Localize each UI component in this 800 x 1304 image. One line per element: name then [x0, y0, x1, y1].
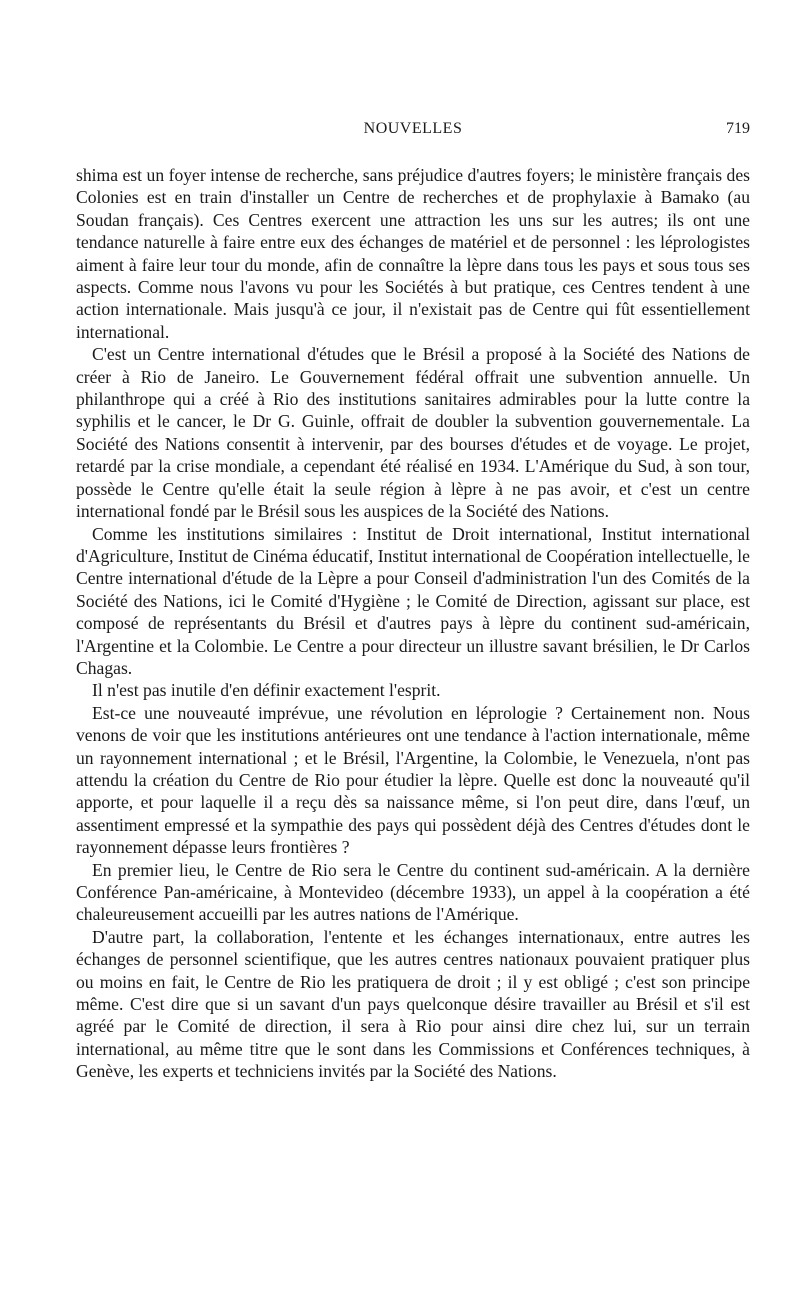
paragraph: Il n'est pas inutile d'en définir exactement l'esprit.: [92, 680, 441, 701]
paragraph: En premier lieu, le Centre de Rio sera le Centre du continent sud-américain. A la dernière Conférence Pan-américaine, à Montevideo (décembre 1933), un appel à la coopération a été chaleureusement accueilli par les autres nations de l'Amérique.: [76, 859, 750, 925]
running-head: [76, 120, 750, 142]
paragraph-continued: shima est un foyer intense de recherche, sans préjudice d'autres foyers; le ministère français des Colonies est en train d'installer un Centre de recherches et de prophylaxie à Bamako (au Soudan français). Ces Centres exercent une attraction les uns sur les autres; ils ont une tendance naturelle à faire entre eux des échanges de matériel et de personnel : les léprologistes aiment à faire leur tour du monde, afin de connaître la lèpre dans tous les pays et sous tous ses aspects. Comme nous l'avons vu pour les Sociétés à but pratique, ces Centres tendent à une action internationale. Mais jusqu'à ce jour, il n'existait pas de Centre qui fût essentiellement international.: [76, 165, 750, 342]
page-number: 719: [726, 120, 750, 137]
paragraph: Comme les institutions similaires : Institut de Droit international, Institut international d'Agriculture, Institut de Cinéma éducatif, Institut international de Coopération intellectuelle, le Centre international d'étude de la Lèpre a pour Conseil d'administration l'un des Comités de la Société des Nations, ici le Comité d'Hygiène ; le Comité de Direction, agissant sur place, est composé de représentants du Brésil et d'autres pays à lèpre du continent sud-américain, l'Argentine et la Colombie. Le Centre a pour directeur un illustre savant brésilien, le Dr Carlos Chagas.: [76, 523, 750, 678]
body-text: [76, 164, 750, 1083]
running-title: NOUVELLES: [363, 120, 463, 137]
paragraph: Est-ce une nouveauté imprévue, une révolution en léprologie ? Certainement non. Nous venons de voir que les institutions antérieures ont une tendance à l'action internationale, même un rayonnement international ; et le Brésil, l'Argentine, la Colombie, le Venezuela, n'ont pas attendu la création du Centre de Rio pour étudier la lèpre. Quelle est donc la nouveauté qu'il apporte, et pour laquelle il a reçu dès sa naissance même, si l'on peut dire, dans l'œuf, un assentiment empressé et la sympathie des pays qui possèdent déjà des Centres d'études dont le rayonnement dépasse leurs frontières ?: [76, 702, 750, 858]
paragraph: C'est un Centre international d'études que le Brésil a proposé à la Société des Nations de créer à Rio de Janeiro. Le Gouvernement fédéral offrait une subvention annuelle. Un philanthrope qui a créé à Rio des institutions sanitaires admirables pour la lutte contre la syphilis et le cancer, le Dr G. Guinle, offrait de doubler la subvention gouvernementale. La Société des Nations consentit à intervenir, par des bourses d'études et de voyage. Le projet, retardé par la crise mondiale, a cependant été réalisé en 1934. L'Amérique du Sud, à son tour, possède le Centre qu'elle était la seule région à lèpre à ne pas avoir, et c'est un centre international fondé par le Brésil sous les auspices de la Société des Nations.: [76, 344, 750, 522]
paragraph: D'autre part, la collaboration, l'entente et les échanges internationaux, entre autres les échanges de personnel scientifique, que les autres centres nationaux pouvaient pratiquer plus ou moins en fait, le Centre de Rio les pratiquera de droit ; il y est obligé ; c'est son principe même. C'est dire que si un savant d'un pays quelconque désire travailler au Brésil et s'il est agréé par le Comité de direction, il sera à Rio pour ainsi dire chez lui, sur un terrain international, au même titre que le sont dans les Commissions et Conférences techniques, à Genève, les experts et techniciens invités par la Société des Nations.: [76, 926, 750, 1082]
